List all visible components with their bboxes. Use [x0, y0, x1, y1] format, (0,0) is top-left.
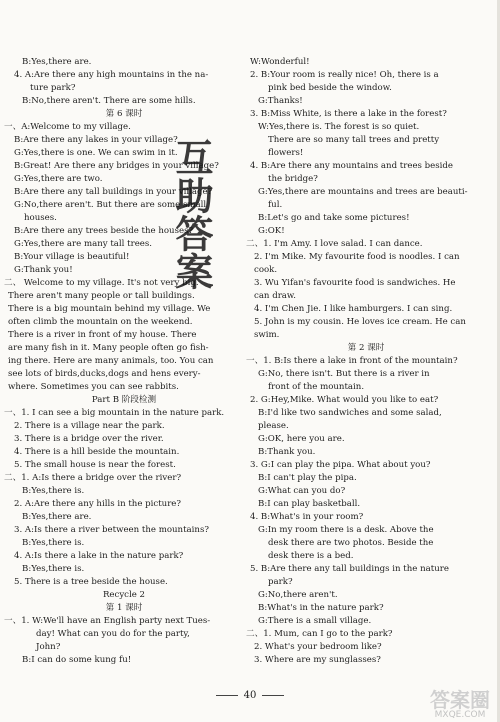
right-text-line: 3. Where are my sunglasses?: [254, 655, 381, 665]
left-text-line: There is a river in front of my house. There: [8, 330, 197, 340]
left-text-line: 4. There is a hill beside the mountain.: [14, 447, 180, 457]
watermark-logo: [430, 690, 490, 720]
right-section-heading: 第 2 课时: [347, 343, 385, 353]
right-text-line: B:Let's go and take some pictures!: [258, 213, 410, 223]
right-text-line: 3. B:Miss White, is there a lake in the forest?: [250, 109, 447, 119]
left-text-line: There aren't many people or tall buildings.: [8, 291, 195, 301]
right-text-line: cook.: [254, 265, 278, 275]
left-text-line: B:Yes,there are.: [22, 512, 92, 522]
left-text-line: 二、1. A:Is there a bridge over the river?: [4, 473, 182, 483]
left-text-line: B:Yes,there are.: [22, 57, 92, 67]
right-text-line: B:I can play basketball.: [258, 499, 361, 509]
right-text-line: swim.: [254, 330, 280, 340]
right-text-line: pink bed beside the window.: [268, 83, 392, 93]
left-section-heading: Part B 阶段检测: [91, 395, 157, 405]
right-text-line: desk there are two photos. Beside the: [268, 538, 434, 548]
right-text-line: G:What can you do?: [258, 486, 346, 496]
left-text-line: houses.: [24, 213, 57, 223]
page-number: 40: [243, 690, 257, 701]
left-text-line: ing there. Here are many animals, too. You can: [8, 356, 214, 366]
right-text-line: please.: [258, 421, 289, 431]
right-text-line: 一、1. B:Is there a lake in front of the mountain?: [246, 356, 458, 366]
right-text-line: the bridge?: [268, 174, 318, 184]
right-text-line: G:There is a small village.: [258, 616, 372, 626]
left-text-line: 一、1. W:We'll have an English party next Tues-: [4, 616, 211, 626]
left-text-line: G:Thank you!: [14, 265, 73, 275]
left-text-line: B:I can do some kung fu!: [22, 655, 132, 665]
right-text-line: 2. G:Hey,Mike. What would you like to eat?: [250, 395, 439, 405]
left-text-line: B:Are there any tall buildings in your village?: [14, 187, 213, 197]
left-text-line: ture park?: [30, 83, 76, 93]
right-text-line: G:In my room there is a desk. Above the: [258, 525, 434, 535]
right-text-line: desk there is a bed.: [268, 551, 354, 561]
left-text-line: B:No,there aren't. There are some hills.: [22, 96, 196, 106]
right-text-line: W:Wonderful!: [250, 57, 310, 67]
left-text-line: John?: [36, 642, 61, 652]
left-text-line: G:No,there aren't. But there are some small: [14, 200, 207, 210]
left-text-line: 一、A:Welcome to my village.: [4, 122, 131, 132]
right-text-line: B:Thank you.: [258, 447, 316, 457]
right-text-line: G:Thanks!: [258, 96, 303, 106]
right-text-line: 3. Wu Yifan's favourite food is sandwiches. He: [254, 278, 456, 288]
footer-dash-left: [216, 695, 238, 696]
right-text-line: W:Yes,there is. The forest is so quiet.: [258, 122, 420, 132]
right-text-line: 4. B:What's in your room?: [250, 512, 364, 522]
watermark-url: MXQE.COM: [434, 710, 486, 720]
right-text-line: park?: [268, 577, 293, 587]
right-text-line: front of the mountain.: [268, 382, 365, 392]
left-text-line: 5. There is a tree beside the house.: [14, 577, 168, 587]
right-text-line: flowers!: [268, 148, 304, 158]
left-section-heading: 第 1 课时: [105, 603, 143, 613]
right-text-line: There are so many tall trees and pretty: [268, 135, 440, 145]
left-text-line: are many fish in it. Many people often go fish-: [8, 343, 209, 353]
left-text-line: 5. The small house is near the forest.: [14, 460, 176, 470]
right-text-line: 3. G:I can play the pipa. What about you?: [250, 460, 431, 470]
left-text-line: day! What can you do for the party,: [36, 629, 190, 639]
right-text-line: B:I'd like two sandwiches and some salad,: [258, 408, 442, 418]
right-text-line: 5. B:Are there any tall buildings in the nature: [250, 564, 449, 574]
left-text-line: G:Yes,there are two.: [14, 174, 103, 184]
right-text-line: 二、1. I'm Amy. I love salad. I can dance.: [246, 239, 423, 249]
right-text-line: G:OK, here you are.: [258, 434, 345, 444]
left-text-line: B:Are there any lakes in your village?: [14, 135, 178, 145]
right-text-line: 2. I'm Mike. My favourite food is noodles. I can: [254, 252, 460, 262]
page-number-footer: [0, 690, 500, 701]
right-text-line: 2. B:Your room is really nice! Oh, there is a: [250, 70, 439, 80]
right-text-line: G:No, there isn't. But there is a river in: [258, 369, 430, 379]
left-text-line: B:Yes,there is.: [22, 538, 85, 548]
right-text-line: G:OK!: [258, 226, 285, 236]
left-text-line: 二、 Welcome to my village. It's not very big.: [4, 278, 199, 288]
right-text-line: 二、1. Mum, can I go to the park?: [246, 629, 393, 639]
right-text-line: G:Yes,there are mountains and trees are beauti-: [258, 187, 468, 197]
right-text-line: 4. I'm Chen Jie. I like hamburgers. I can sing.: [254, 304, 453, 314]
left-section-heading: 第 6 课时: [105, 109, 143, 119]
left-text-line: 3. A:Is there a river between the mountains?: [14, 525, 209, 535]
left-text-line: There is a big mountain behind my village. We: [8, 304, 211, 314]
left-text-line: B:Your village is beautiful!: [14, 252, 130, 262]
right-text-line: 4. B:Are there any mountains and trees beside: [250, 161, 454, 171]
left-text-line: 2. A:Are there any hills in the picture?: [14, 499, 182, 509]
right-text-line: 2. What's your bedroom like?: [254, 642, 382, 652]
right-text-line: B:I can't play the pipa.: [258, 473, 357, 483]
left-text-line: G:Yes,there is one. We can swim in it.: [14, 148, 178, 158]
left-text-line: 4. A:Is there a lake in the nature park?: [14, 551, 184, 561]
left-text-line: 2. There is a village near the park.: [14, 421, 165, 431]
right-text-line: B:What's in the nature park?: [258, 603, 384, 613]
left-text-line: 3. There is a bridge over the river.: [14, 434, 164, 444]
left-text-line: B:Great! Are there any bridges in your village?: [14, 161, 219, 171]
right-text-line: can draw.: [254, 291, 297, 301]
left-text-line: B:Are there any trees beside the houses?: [14, 226, 194, 236]
watermark-text: 答案圈: [430, 688, 490, 712]
right-text-line: ful.: [268, 200, 283, 210]
left-text-line: often climb the mountain on the weekend.: [8, 317, 193, 327]
left-text-line: where. Sometimes you can see rabbits.: [8, 382, 179, 392]
footer-dash-right: [262, 695, 284, 696]
left-text-line: G:Yes,there are many tall trees.: [14, 239, 153, 249]
handwritten-stamp: 互助答案: [169, 138, 213, 290]
right-text-line: G:No,there aren't.: [258, 590, 338, 600]
left-text-line: see lots of birds,ducks,dogs and hens every-: [8, 369, 201, 379]
left-text-line: B:Yes,there is.: [22, 564, 85, 574]
left-text-line: B:Yes,there is.: [22, 486, 85, 496]
left-text-line: 一、1. I can see a big mountain in the nature park.: [4, 408, 225, 418]
left-text-line: 4. A:Are there any high mountains in the na-: [14, 70, 209, 80]
right-text-line: 5. John is my cousin. He loves ice cream. He can: [254, 317, 466, 327]
left-section-heading: Recycle 2: [102, 590, 146, 600]
